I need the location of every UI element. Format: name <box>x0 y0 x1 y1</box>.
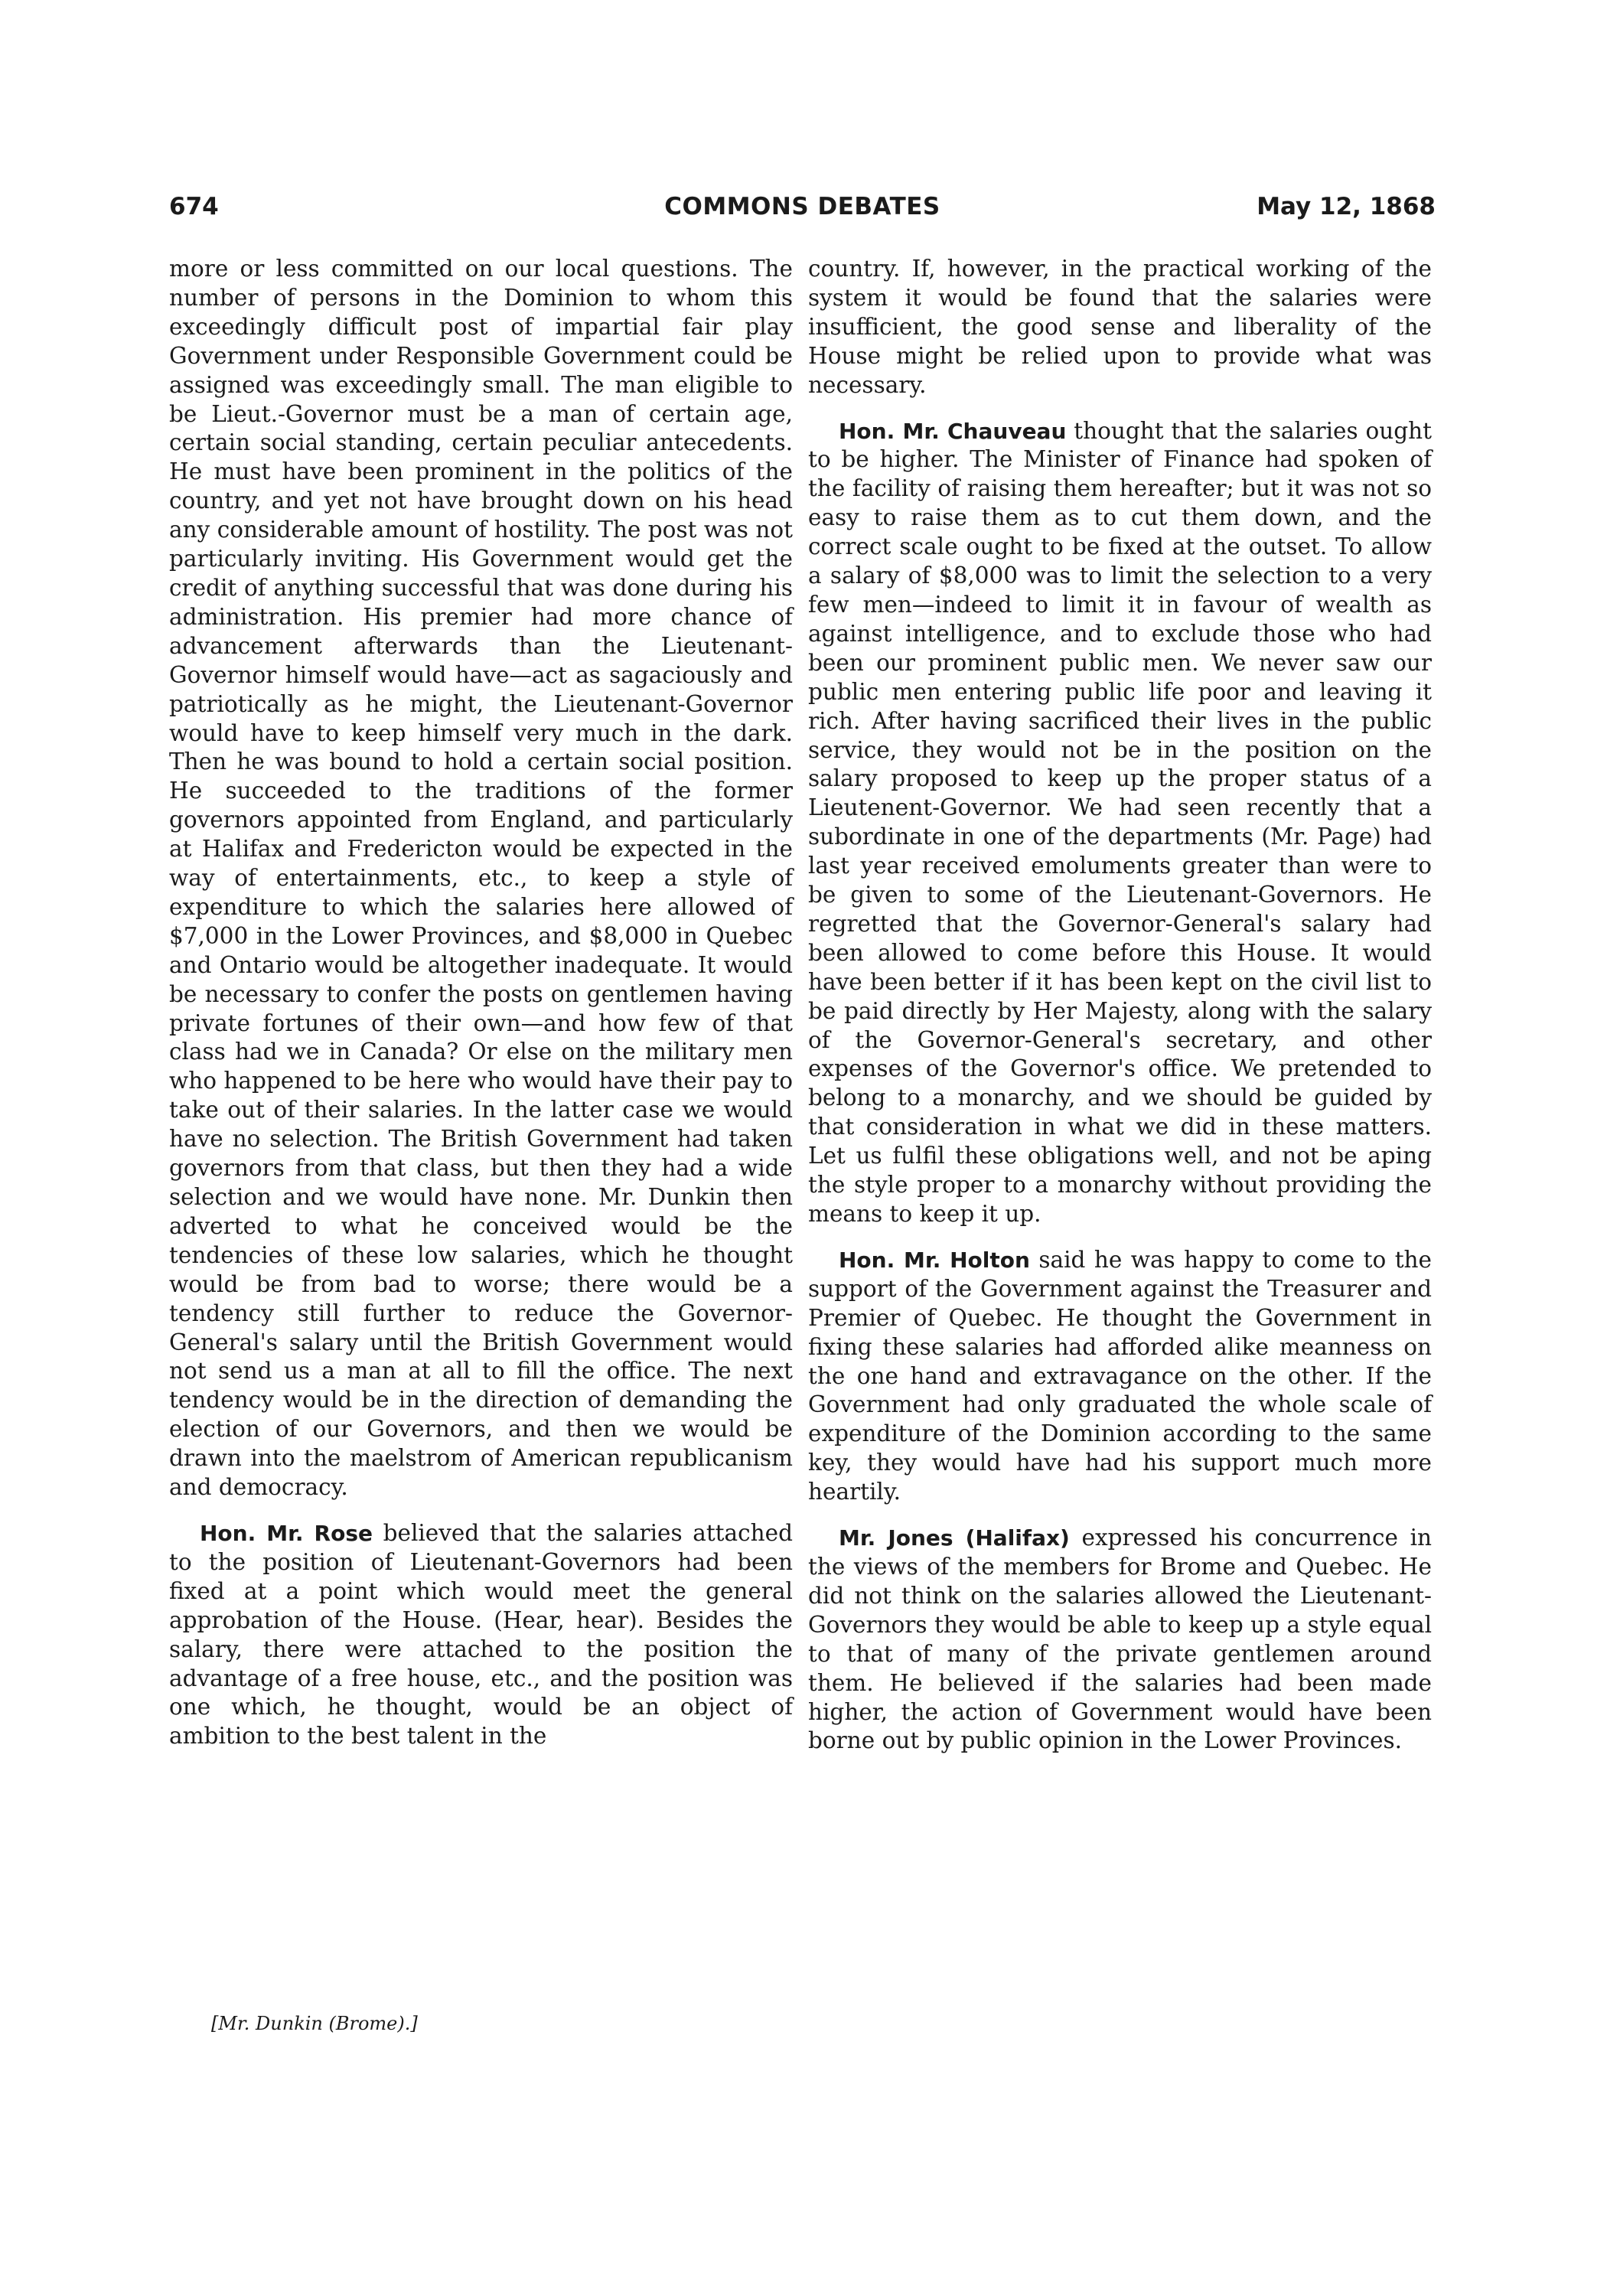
speech-text: believed that the salaries attached to the position of Lieutenant-Governors had been fixed at a point which would meet the general approbation of the House. (Hear, hear). Besides the salary, there were attached to the position the advantage of a free house, etc., and the position was one which, he thought, would be an object of ambition to the best talent in the <box>169 1519 793 1750</box>
speaker-name: Hon. Mr. Rose <box>200 1520 373 1546</box>
running-footer: [Mr. Dunkin (Brome).] <box>211 2013 418 2034</box>
speaker-name: Mr. Jones (Halifax) <box>839 1525 1070 1551</box>
speaker-name: Hon. Mr. Chauveau <box>839 418 1067 444</box>
speech-text: said he was happy to come to the support of the Government against the Treasurer and Premier of Quebec. He thought the Government in fixing these salaries had afforded alike meanness on the one hand and extravagance on the other. If the Government had only graduated the whole scale of expenditure of the Dominion according to the same key, they would have had his support much more heartily. <box>808 1246 1433 1505</box>
page-date: May 12, 1868 <box>1257 193 1436 220</box>
left-column <box>169 255 793 1768</box>
paragraph-holton <box>808 1246 1432 1507</box>
paragraph-rose <box>169 1519 793 1751</box>
paragraph-chauveau <box>808 417 1432 1229</box>
speech-text: expressed his concurrence in the views of the members for Brome and Quebec. He did not think on the salaries allowed the Lieutenant-Governors they would be able to keep up a style equal to that of many of the private gentlemen around them. He believed if the salaries had been made higher, the action of Government would have been borne out by public opinion in the Lower Provinces. <box>808 1525 1433 1754</box>
paragraph-rose-continued: country. If, however, in the practical working of the system it would be found that the salaries were insufficient, the good sense and liberality of the House might be relied upon to provide what was necessary. <box>808 256 1432 398</box>
publication-title: COMMONS DEBATES <box>664 193 940 220</box>
page-number: 674 <box>169 193 219 220</box>
paragraph-dunkin-continued: more or less committed on our local questions. The number of persons in the Dominion to whom this exceedingly difficult post of impartial fair play Government under Responsible Government could be assigned was exceedingly small. The man eligible to be Lieut.-Governor must be a man of certain age, certain social standing, certain peculiar antecedents. He must have been prominent in the politics of the country, and yet not have brought down on his head any considerable amount of hostility. The post was not particularly inviting. His Government would get the credit of anything successful that was done during his administration. His premier had more chance of advancement afterwards than the Lieutenant-Governor himself would have—act as sagaciously and patriotically as he might, the Lieutenant-Governor would have to keep himself very much in the dark. Then he was bound to hold a certain social position. He succeeded to the traditions of the former governors appointed from England, and particularly at Halifax and Fredericton would be expected in the way of entertainments, etc., to keep a style of expenditure to which the salaries here allowed of $7,000 in the Lower Provinces, and $8,000 in Quebec and Ontario would be altogether inadequate. It would be necessary to confer the posts on gentlemen having private fortunes of their own—and how few of that class had we in Canada? Or else on the military men who happened to be here who would have their pay to take out of their salaries. In the latter case we would have no selection. The British Government had taken governors from that class, but then they had a wide selection and we would have none. Mr. Dunkin then adverted to what he conceived would be the tendencies of these low salaries, which he thought would be from bad to worse; there would be a tendency still further to reduce the Governor-General's salary until the British Government would not send us a man at all to fill the office. The next tendency would be in the direction of demanding the election of our Governors, and then we would be drawn into the maelstrom of American republicanism and democracy. <box>169 256 793 1501</box>
paragraph-jones <box>808 1524 1432 1756</box>
speaker-name: Hon. Mr. Holton <box>839 1247 1030 1273</box>
right-column <box>808 255 1432 1773</box>
page-header <box>169 190 1436 223</box>
speech-text: thought that the salaries ought to be higher. The Minister of Finance had spoken of the facility of raising them hereafter; but it was not so easy to raise them as to cut them down, and the correct scale ought to be fixed at the outset. To allow a salary of $8,000 was to limit the selection to a very few men—indeed to limit it in favour of wealth as against intelligence, and to exclude those who had been our prominent public men. We never saw our public men entering public life poor and leaving it rich. After having sacrificed their lives in the public service, they would not be in the position on the salary proposed to keep up the proper status of a Lieutenent-Governor. We had seen recently that a subordinate in one of the departments (Mr. Page) had last year received emoluments greater than were to be given to some of the Lieutenant-Governors. He regretted that the Governor-General's salary had been allowed to come before this House. It would have been better if it has been kept on the civil list to be paid directly by Her Majesty, along with the salary of the Governor-General's secretary, and other expenses of the Governor's office. We pretended to belong to a monarchy, and we should be guided by that consideration in what we did in these matters. Let us fulfil these obligations well, and not be aping the style proper to a monarchy without providing the means to keep it up. <box>808 417 1432 1227</box>
